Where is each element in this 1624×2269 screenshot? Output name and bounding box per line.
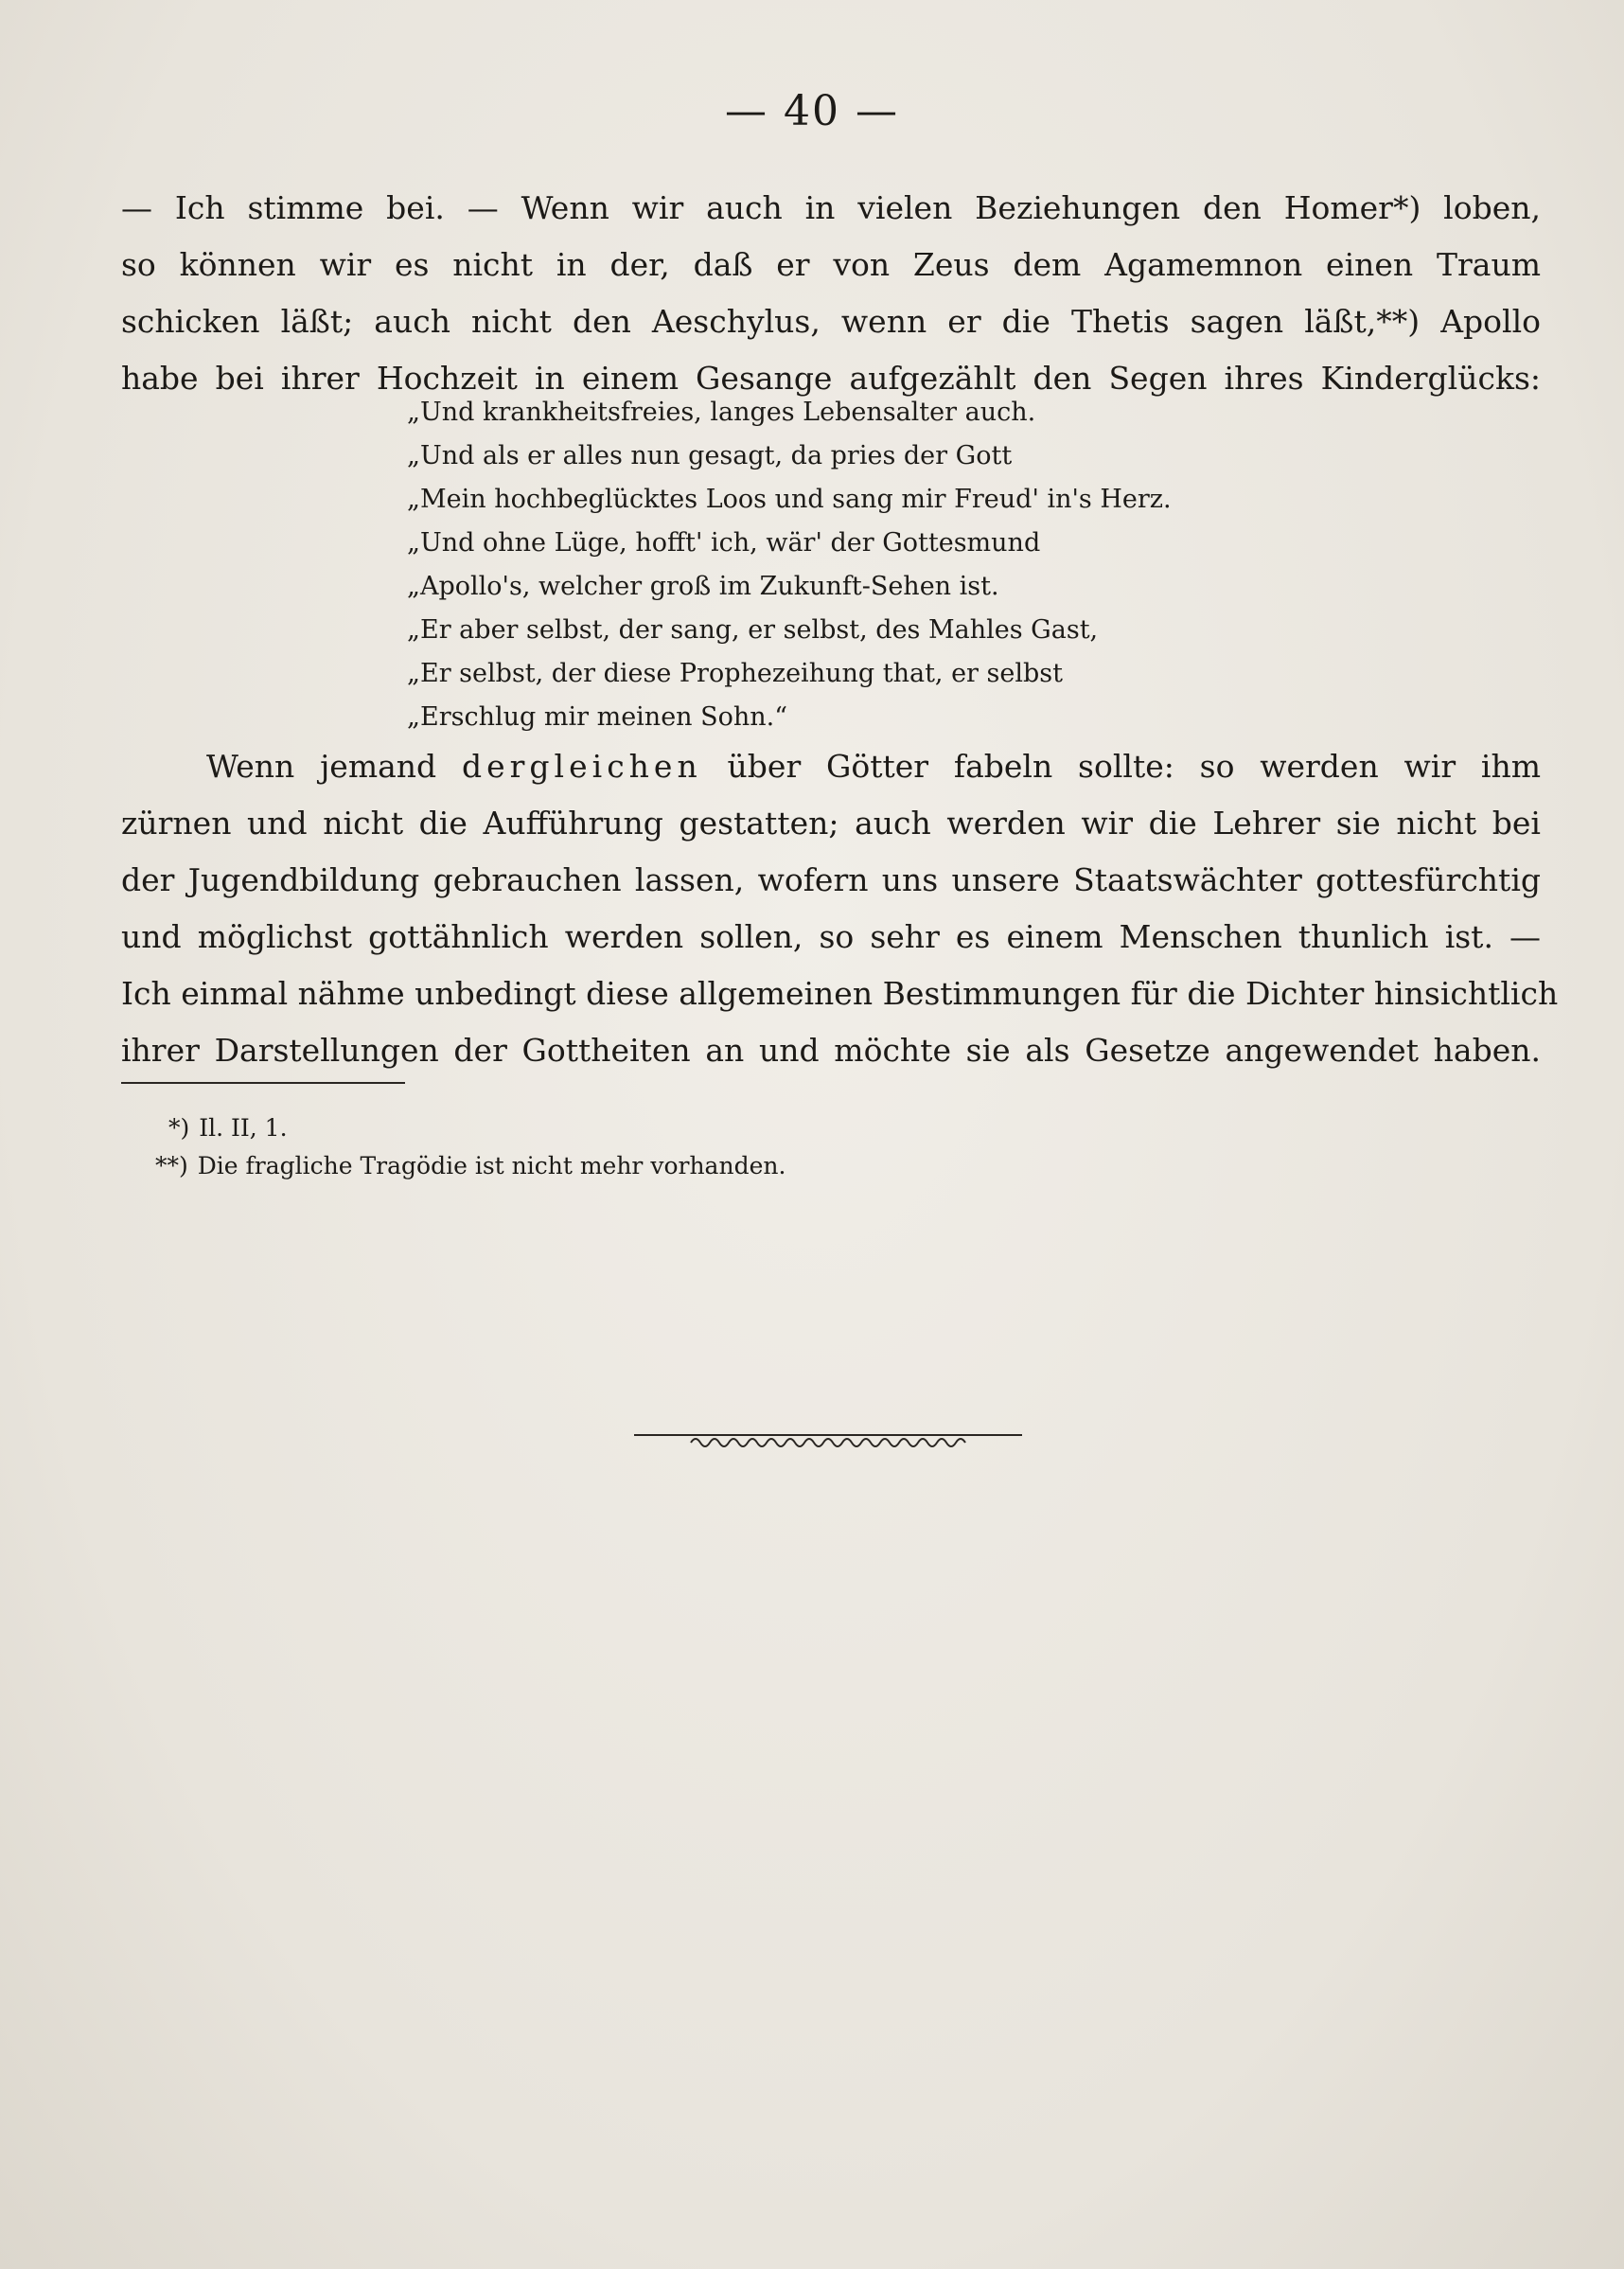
footnote-text: Il. II, 1. [199, 1114, 288, 1142]
emphasized-word: dergleichen [462, 748, 702, 785]
verse-line: „Und als er alles nun gesagt, da pries der Gott [407, 441, 1013, 470]
text-span: Wenn jemand [206, 748, 437, 785]
text-line: habe bei ihrer Hochzeit in einem Gesange aufgezählt den Segen ihres Kinderglücks: [121, 360, 1541, 397]
page-number: — 40 — [725, 87, 899, 135]
text-line: — Ich stimme bei. — Wenn wir auch in vielen Beziehungen den Homer*) loben, [121, 189, 1541, 226]
footnote-divider [121, 1082, 405, 1084]
footnote-text: Die fragliche Tragödie ist nicht mehr vorhanden. [197, 1152, 786, 1179]
verse-line: „Und krankheitsfreies, langes Lebensalter auch. [407, 398, 1036, 427]
paragraph-1 [121, 180, 1541, 407]
wavy-rule-ornament [634, 1429, 1022, 1452]
text-line: und möglichst gottähnlich werden sollen, so sehr es einem Menschen thunlich ist. — [121, 918, 1541, 955]
footnote [168, 1109, 1020, 1147]
verse-line: „Mein hochbeglücktes Loos und sang mir Freud' in's Herz. [407, 485, 1172, 514]
text-line: so können wir es nicht in der, daß er von Zeus dem Agamemnon einen Traum [121, 246, 1541, 283]
text-line: ihrer Darstellungen der Gottheiten an und möchte sie als Gesetze angewendet haben. [121, 1032, 1541, 1069]
text-line: zürnen und nicht die Aufführung gestatten; auch werden wir die Lehrer sie nicht bei [121, 805, 1541, 842]
verse-line: „Er aber selbst, der sang, er selbst, des Mahles Gast, [407, 615, 1099, 645]
verse-line: „Apollo's, welcher groß im Zukunft-Sehen ist. [407, 572, 999, 601]
verse-line: „Er selbst, der diese Prophezeihung that, er selbst [407, 659, 1064, 688]
text-span: über Götter fabeln sollte: so werden wir ihm [727, 748, 1542, 785]
text-line [121, 738, 1541, 795]
footnote [155, 1147, 1020, 1185]
verse-quotation [407, 391, 1259, 739]
verse-line: „Erschlug mir meinen Sohn.“ [407, 702, 788, 732]
text-line: schicken läßt; auch nicht den Aeschylus, wenn er die Thetis sagen läßt,**) Apollo [121, 303, 1541, 340]
verse-line: „Und ohne Lüge, hofft' ich, wär' der Gottesmund [407, 528, 1041, 558]
paragraph-2 [121, 738, 1559, 1079]
footnotes [155, 1109, 1020, 1185]
footnote-marker: *) [168, 1114, 190, 1142]
footnote-marker: **) [155, 1152, 188, 1179]
text-line: Ich einmal nähme unbedingt diese allgemeinen Bestimmungen für die Dichter hinsichtlich [121, 975, 1559, 1012]
text-line: der Jugendbildung gebrauchen lassen, wofern uns unsere Staatswächter gottesfürchtig [121, 861, 1541, 898]
